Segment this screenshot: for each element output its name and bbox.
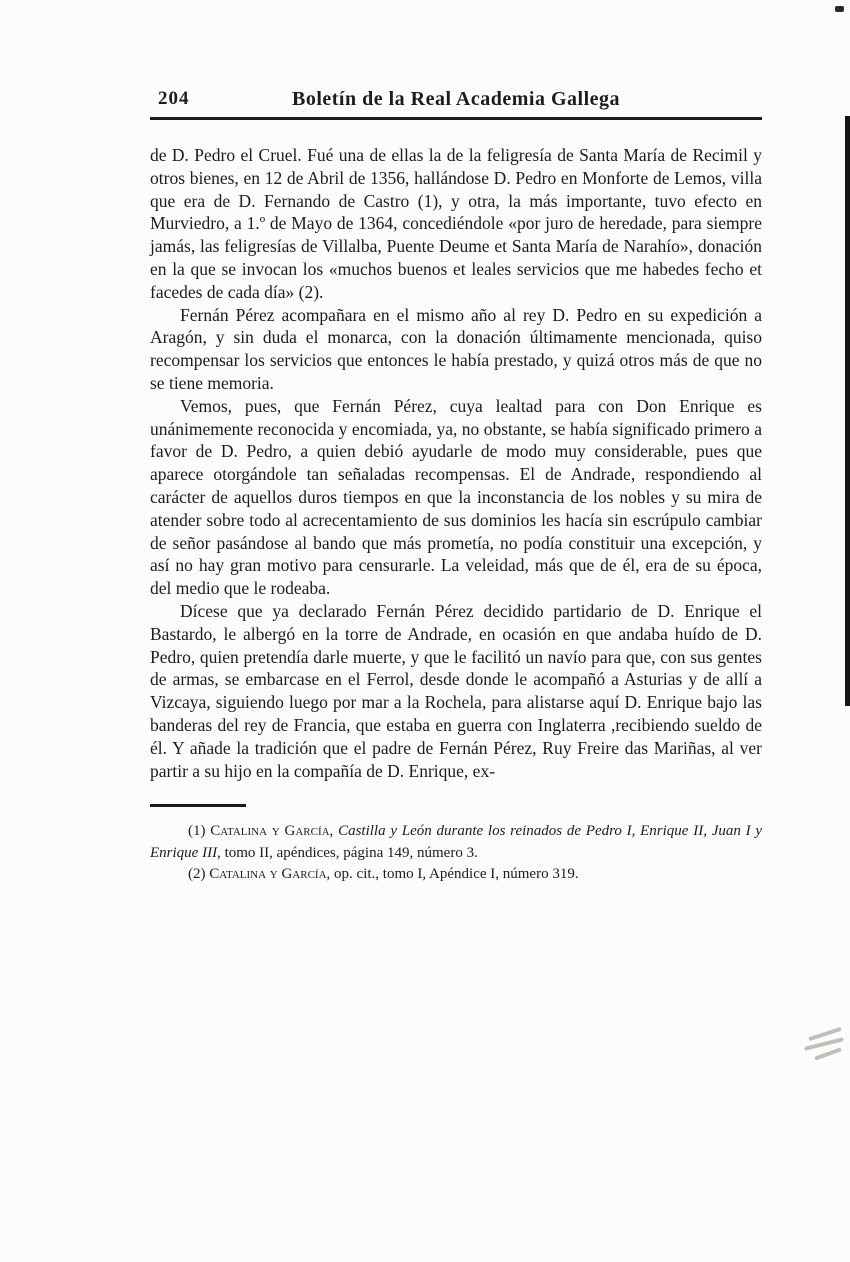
footnote-rule [150,804,246,807]
footnote-detail: op. cit., tomo I, Apéndice I, número 319. [334,866,579,883]
footnote-1 [150,821,762,864]
footnote-marker: (2) [188,866,206,883]
header-title: Boletín de la Real Academia Gallega [291,88,621,110]
footnote-author: Catalina y García, [210,823,334,840]
body-text [150,144,762,782]
scan-artifact-smudge [802,1028,848,1062]
paragraph: Dícese que ya declarado Fernán Pérez decidido partidario de D. Enrique el Bastardo, le albergó en la torre de Andrade, en ocasión en que andaba huído de D. Pedro, quien pretendía darle muerte, y que le facilitó un navío para que, con sus gentes de armas, se embarcase en el Ferrol, desde donde le acompañó a Asturias y de allí a Vizcaya, siguiendo luego por mar a la Rochela, para alistarse aquí D. Enrique bajo las banderas del rey de Francia, que estaba en guerra con Inglaterra ,recibiendo sueldo de él. Y añade la tradición que el padre de Fernán Pérez, Ruy Freire das Mariñas, al ver partir a su hijo en la compañía de D. Enrique, ex- [150,600,762,781]
footnote-marker: (1) [188,823,206,840]
page-number: 204 [158,88,190,109]
scan-artifact-right-edge [845,116,850,706]
footnote-detail: tomo II, apéndices, página 149, número 3. [224,844,478,861]
paragraph: Fernán Pérez acompañara en el mismo año al rey D. Pedro en su expedición a Aragón, y sin duda el monarca, con la donación últimamente mencionada, quiso recompensar los servicios que entonces le había prestado, y quizá otros más de que no se tiene memoria. [150,304,762,393]
header-rule [150,117,762,120]
scan-artifact-speck [835,6,844,12]
footnote-2 [150,864,762,886]
paragraph: Vemos, pues, que Fernán Pérez, cuya lealtad para con Don Enrique es unánimemente reconocida y encomiada, ya, no obstante, se había significado primero a favor de D. Pedro, a quien debió ayudarle de modo muy considerable, pues que aparece otorgándole tan señaladas recompensas. El de Andrade, respondiendo al carácter de aquellos duros tiempos en que la inconstancia de los nobles y su mira de atender sobre todo al acrecentamiento de sus dominios les hacía sin escrúpulo cambiar de señor pasándose al bando que más prometía, no podía constituir una excepción, y así no hay gran motivo para censurarle. La veleidad, más que de él, era de su época, del medio que le rodeaba. [150,395,762,599]
paragraph: de D. Pedro el Cruel. Fué una de ellas la de la feligresía de Santa María de Recimil y otros bienes, en 12 de Abril de 1356, hallándose D. Pedro en Monforte de Lemos, villa que era de D. Fernando de Castro (1), y otra, la más importante, tuvo efecto en Murviedro, a 1.º de Mayo de 1364, concediéndole «por juro de heredade, para siempre jamás, las feligresías de Villalba, Puente Deume et Santa María de Narahío», donación en la que se invocan los «muchos buenos et leales servicios que me habedes fecho et facedes de cada día» (2). [150,145,762,302]
page-header [150,88,762,114]
text-column [150,88,762,886]
footnotes-section [150,804,762,886]
footnote-work-title: Castilla y León durante los reinados de Pedro I, Enrique II, Juan I y Enrique III, [150,823,763,861]
footnote-author: Catalina y García, [209,866,331,883]
